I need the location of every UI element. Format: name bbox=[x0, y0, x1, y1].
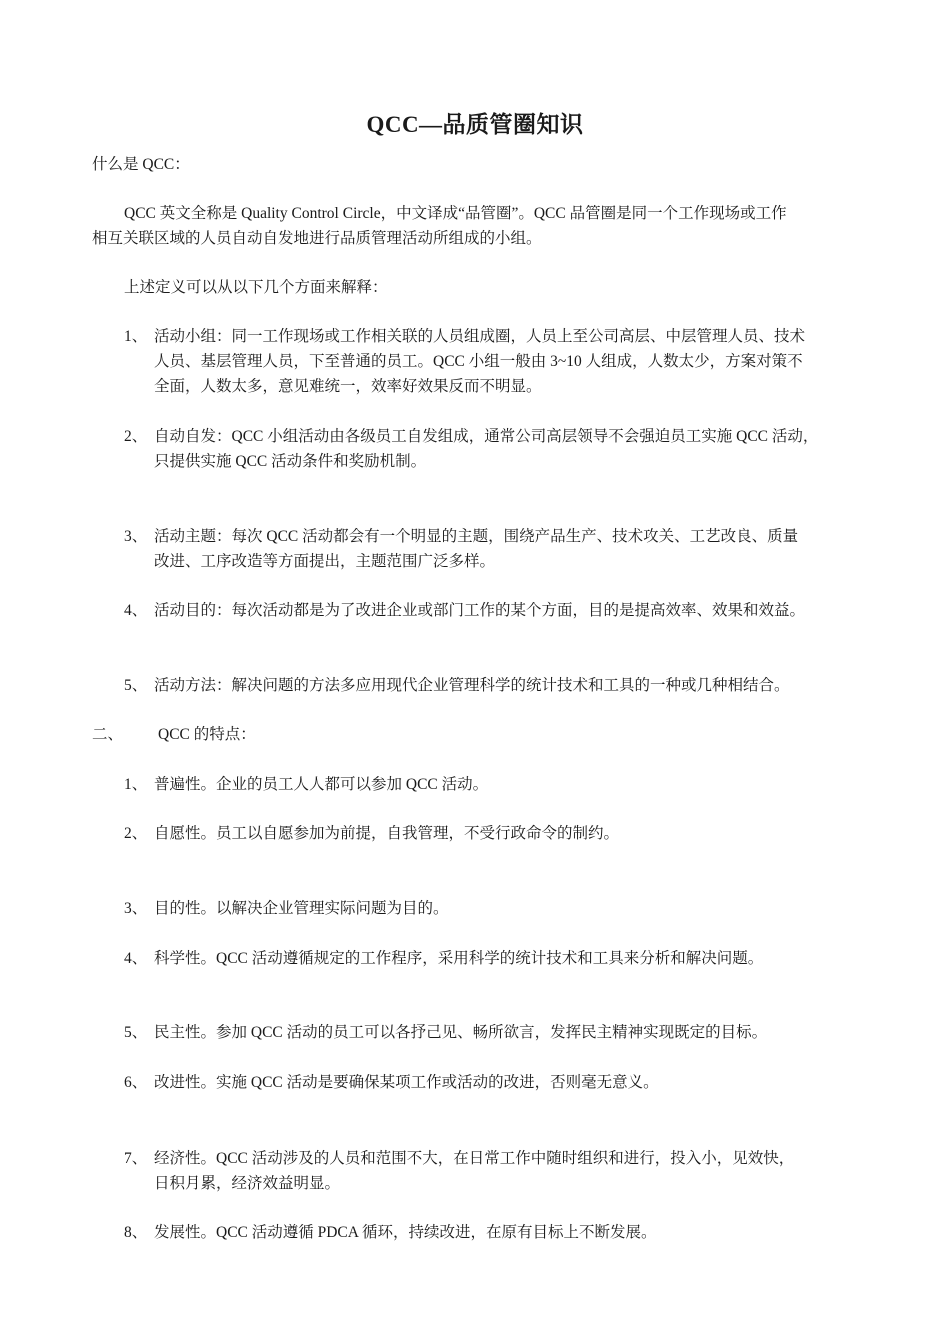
aspect-text bbox=[154, 673, 790, 698]
aspect-number: 2、 bbox=[124, 428, 148, 445]
aspect-line: 活动方法：解决问题的方法多应用现代企业管理科学的统计技术和工具的一种或几种相结合。 bbox=[154, 677, 790, 694]
feature-number: 5、 bbox=[124, 1024, 148, 1041]
aspect-number: 4、 bbox=[124, 602, 148, 619]
aspect-line: 自动自发：QCC 小组活动由各级员工自发组成，通常公司高层领导不会强迫员工实施 QCC 活动， bbox=[154, 428, 819, 445]
aspect-text bbox=[154, 324, 805, 399]
feature-number: 3、 bbox=[124, 900, 148, 917]
feature-number: 8、 bbox=[124, 1224, 148, 1241]
feature-number: 7、 bbox=[124, 1150, 148, 1167]
feature-text: 改进性。实施 QCC 活动是要确保某项工作或活动的改进，否则毫无意义。 bbox=[154, 1074, 659, 1091]
section-title: QCC 的特点： bbox=[158, 726, 256, 743]
definition-line-1: QCC 英文全称是 Quality Control Circle，中文译成“品管圈”。QCC 品管圈是同一个工作现场或工作 bbox=[124, 205, 787, 222]
feature-number: 6、 bbox=[124, 1074, 148, 1091]
feature-text: 普遍性。企业的员工人人都可以参加 QCC 活动。 bbox=[154, 776, 489, 793]
document-title: QCC—品质管圈知识 bbox=[366, 112, 584, 137]
aspect-line: 活动小组：同一工作现场或工作相关联的人员组成圈，人员上至公司高层、中层管理人员、技术 bbox=[154, 328, 806, 345]
aspect-line: 活动主题：每次 QCC 活动都会有一个明显的主题，围绕产品生产、技术攻关、工艺改良、质量 bbox=[154, 528, 799, 545]
feature-text: 民主性。参加 QCC 活动的员工可以各抒己见、畅所欲言，发挥民主精神实现既定的目标。 bbox=[154, 1024, 768, 1041]
aspect-line: 人员、基层管理人员，下至普通的员工。QCC 小组一般由 3~10 人组成，人数太少，方案对策不 bbox=[154, 353, 803, 370]
aspect-text bbox=[154, 524, 798, 574]
feature-text bbox=[154, 1146, 794, 1196]
intro-label: 什么是 QCC： bbox=[92, 156, 190, 173]
feature-line: 经济性。QCC 活动涉及的人员和范围不大，在日常工作中随时组织和进行，投入小，见效快， bbox=[154, 1150, 795, 1167]
aspect-line: 全面，人数太多，意见难统一，效率好效果反而不明显。 bbox=[154, 378, 542, 395]
aspect-number: 3、 bbox=[124, 528, 148, 545]
aspect-text bbox=[154, 598, 805, 623]
feature-line: 日积月累，经济效益明显。 bbox=[154, 1175, 341, 1192]
definition-line-2: 相互关联区域的人员自动自发地进行品质管理活动所组成的小组。 bbox=[92, 230, 542, 247]
aspect-line: 改进、工序改造等方面提出，主题范围广泛多样。 bbox=[154, 553, 496, 570]
feature-number: 4、 bbox=[124, 950, 148, 967]
feature-text: 发展性。QCC 活动遵循 PDCA 循环，持续改进，在原有目标上不断发展。 bbox=[154, 1224, 657, 1241]
aspect-line: 活动目的：每次活动都是为了改进企业或部门工作的某个方面，目的是提高效率、效果和效益。 bbox=[154, 602, 806, 619]
feature-number: 1、 bbox=[124, 776, 148, 793]
feature-text: 目的性。以解决企业管理实际问题为目的。 bbox=[154, 900, 449, 917]
feature-text: 科学性。QCC 活动遵循规定的工作程序，采用科学的统计技术和工具来分析和解决问题。 bbox=[154, 950, 764, 967]
aspect-number: 1、 bbox=[124, 328, 148, 345]
section-number: 二、 bbox=[92, 726, 124, 743]
aspect-text bbox=[154, 424, 818, 474]
aspect-line: 只提供实施 QCC 活动条件和奖励机制。 bbox=[154, 453, 427, 470]
feature-text: 自愿性。员工以自愿参加为前提，自我管理，不受行政命令的制约。 bbox=[154, 825, 620, 842]
feature-number: 2、 bbox=[124, 825, 148, 842]
aspect-number: 5、 bbox=[124, 677, 148, 694]
explain-intro: 上述定义可以从以下几个方面来解释： bbox=[124, 279, 388, 296]
